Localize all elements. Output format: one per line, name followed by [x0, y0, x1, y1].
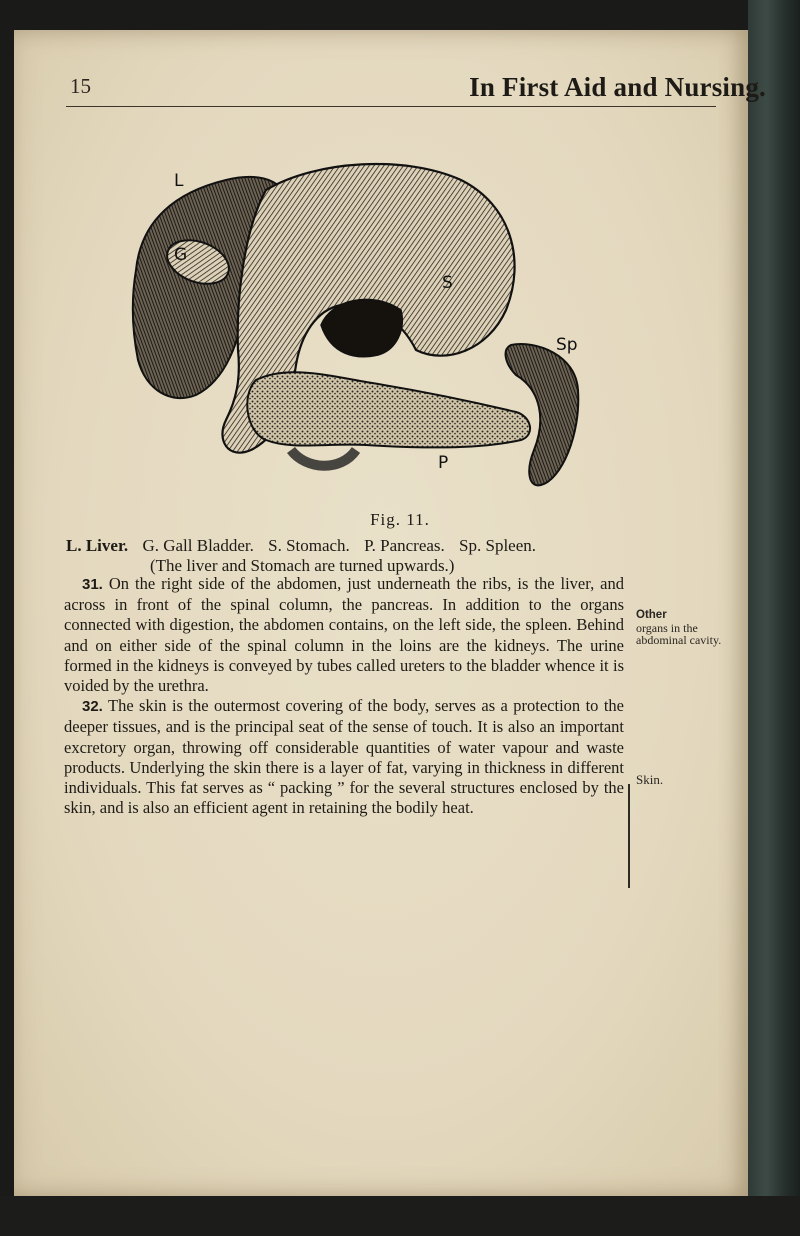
- anatomy-figure: [116, 150, 616, 500]
- legend-liver: L. Liver.: [66, 536, 129, 555]
- paragraph-number: 32.: [82, 698, 103, 716]
- abdominal-organs-illustration: [116, 150, 616, 500]
- margin-note-heading: Other: [636, 609, 667, 621]
- book-left-edge: [0, 0, 14, 1236]
- label-liver: L: [174, 171, 184, 191]
- paragraph-31: [64, 574, 624, 696]
- paragraph-text: The skin is the outermost covering of the body, serves as a protection to the deeper tissues, and is the principal seat of the sense of touch. It is also an important excretory organ, throwing off considerable quantities of water vapour and waste products. Underlying the skin there is a layer of fat, varying in thickness in different individuals. This fat serves as “ packing ” for the several structures enclosed by the skin, and is also an efficient agent in retaining the bodily heat.: [64, 696, 625, 818]
- body-text: [64, 574, 624, 818]
- label-pancreas: P: [438, 453, 449, 473]
- label-gall-bladder: G: [174, 245, 188, 265]
- pancreas-shape: [247, 372, 530, 447]
- book-top-edge: [0, 0, 800, 30]
- figure-legend: [66, 536, 716, 556]
- label-stomach: S: [442, 273, 453, 293]
- legend-gall-bladder: G. Gall Bladder.: [142, 536, 254, 555]
- legend-spleen: Sp. Spleen.: [459, 536, 537, 555]
- margin-note-skin: Skin.: [636, 772, 664, 787]
- figure-note: (The liver and Stomach are turned upwards.): [150, 556, 455, 575]
- legend-pancreas: P. Pancreas.: [364, 536, 445, 555]
- duodenum-shape: [291, 450, 356, 466]
- label-spleen: Sp: [556, 335, 578, 355]
- paragraph-text: On the right side of the abdomen, just underneath the ribs, is the liver, and across in front of the spinal column, the pancreas. In addition to the organs connected with digestion, the abdomen contains, on the left side, the spleen. Behind and on either side of the spinal column in the loins are the kidneys. The urine formed in the kidneys is conveyed by tubes called ureters to the bladder whence it is voided by the urethra.: [64, 574, 624, 696]
- header-rule: [66, 106, 716, 107]
- legend-stomach: S. Stomach.: [268, 536, 350, 555]
- paragraph-32: [64, 696, 624, 818]
- page-number: 15: [70, 74, 91, 98]
- margin-bracket: [628, 784, 630, 888]
- running-title: In First Aid and Nursing.: [469, 72, 766, 102]
- margin-note-other-organs: [636, 608, 726, 647]
- book-bottom-edge: [0, 1196, 800, 1236]
- margin-note-body: organs in the abdominal cavity.: [636, 620, 722, 647]
- book-spine: [748, 0, 800, 1236]
- paragraph-number: 31.: [82, 576, 103, 593]
- figure-caption: Fig. 11.: [370, 510, 430, 529]
